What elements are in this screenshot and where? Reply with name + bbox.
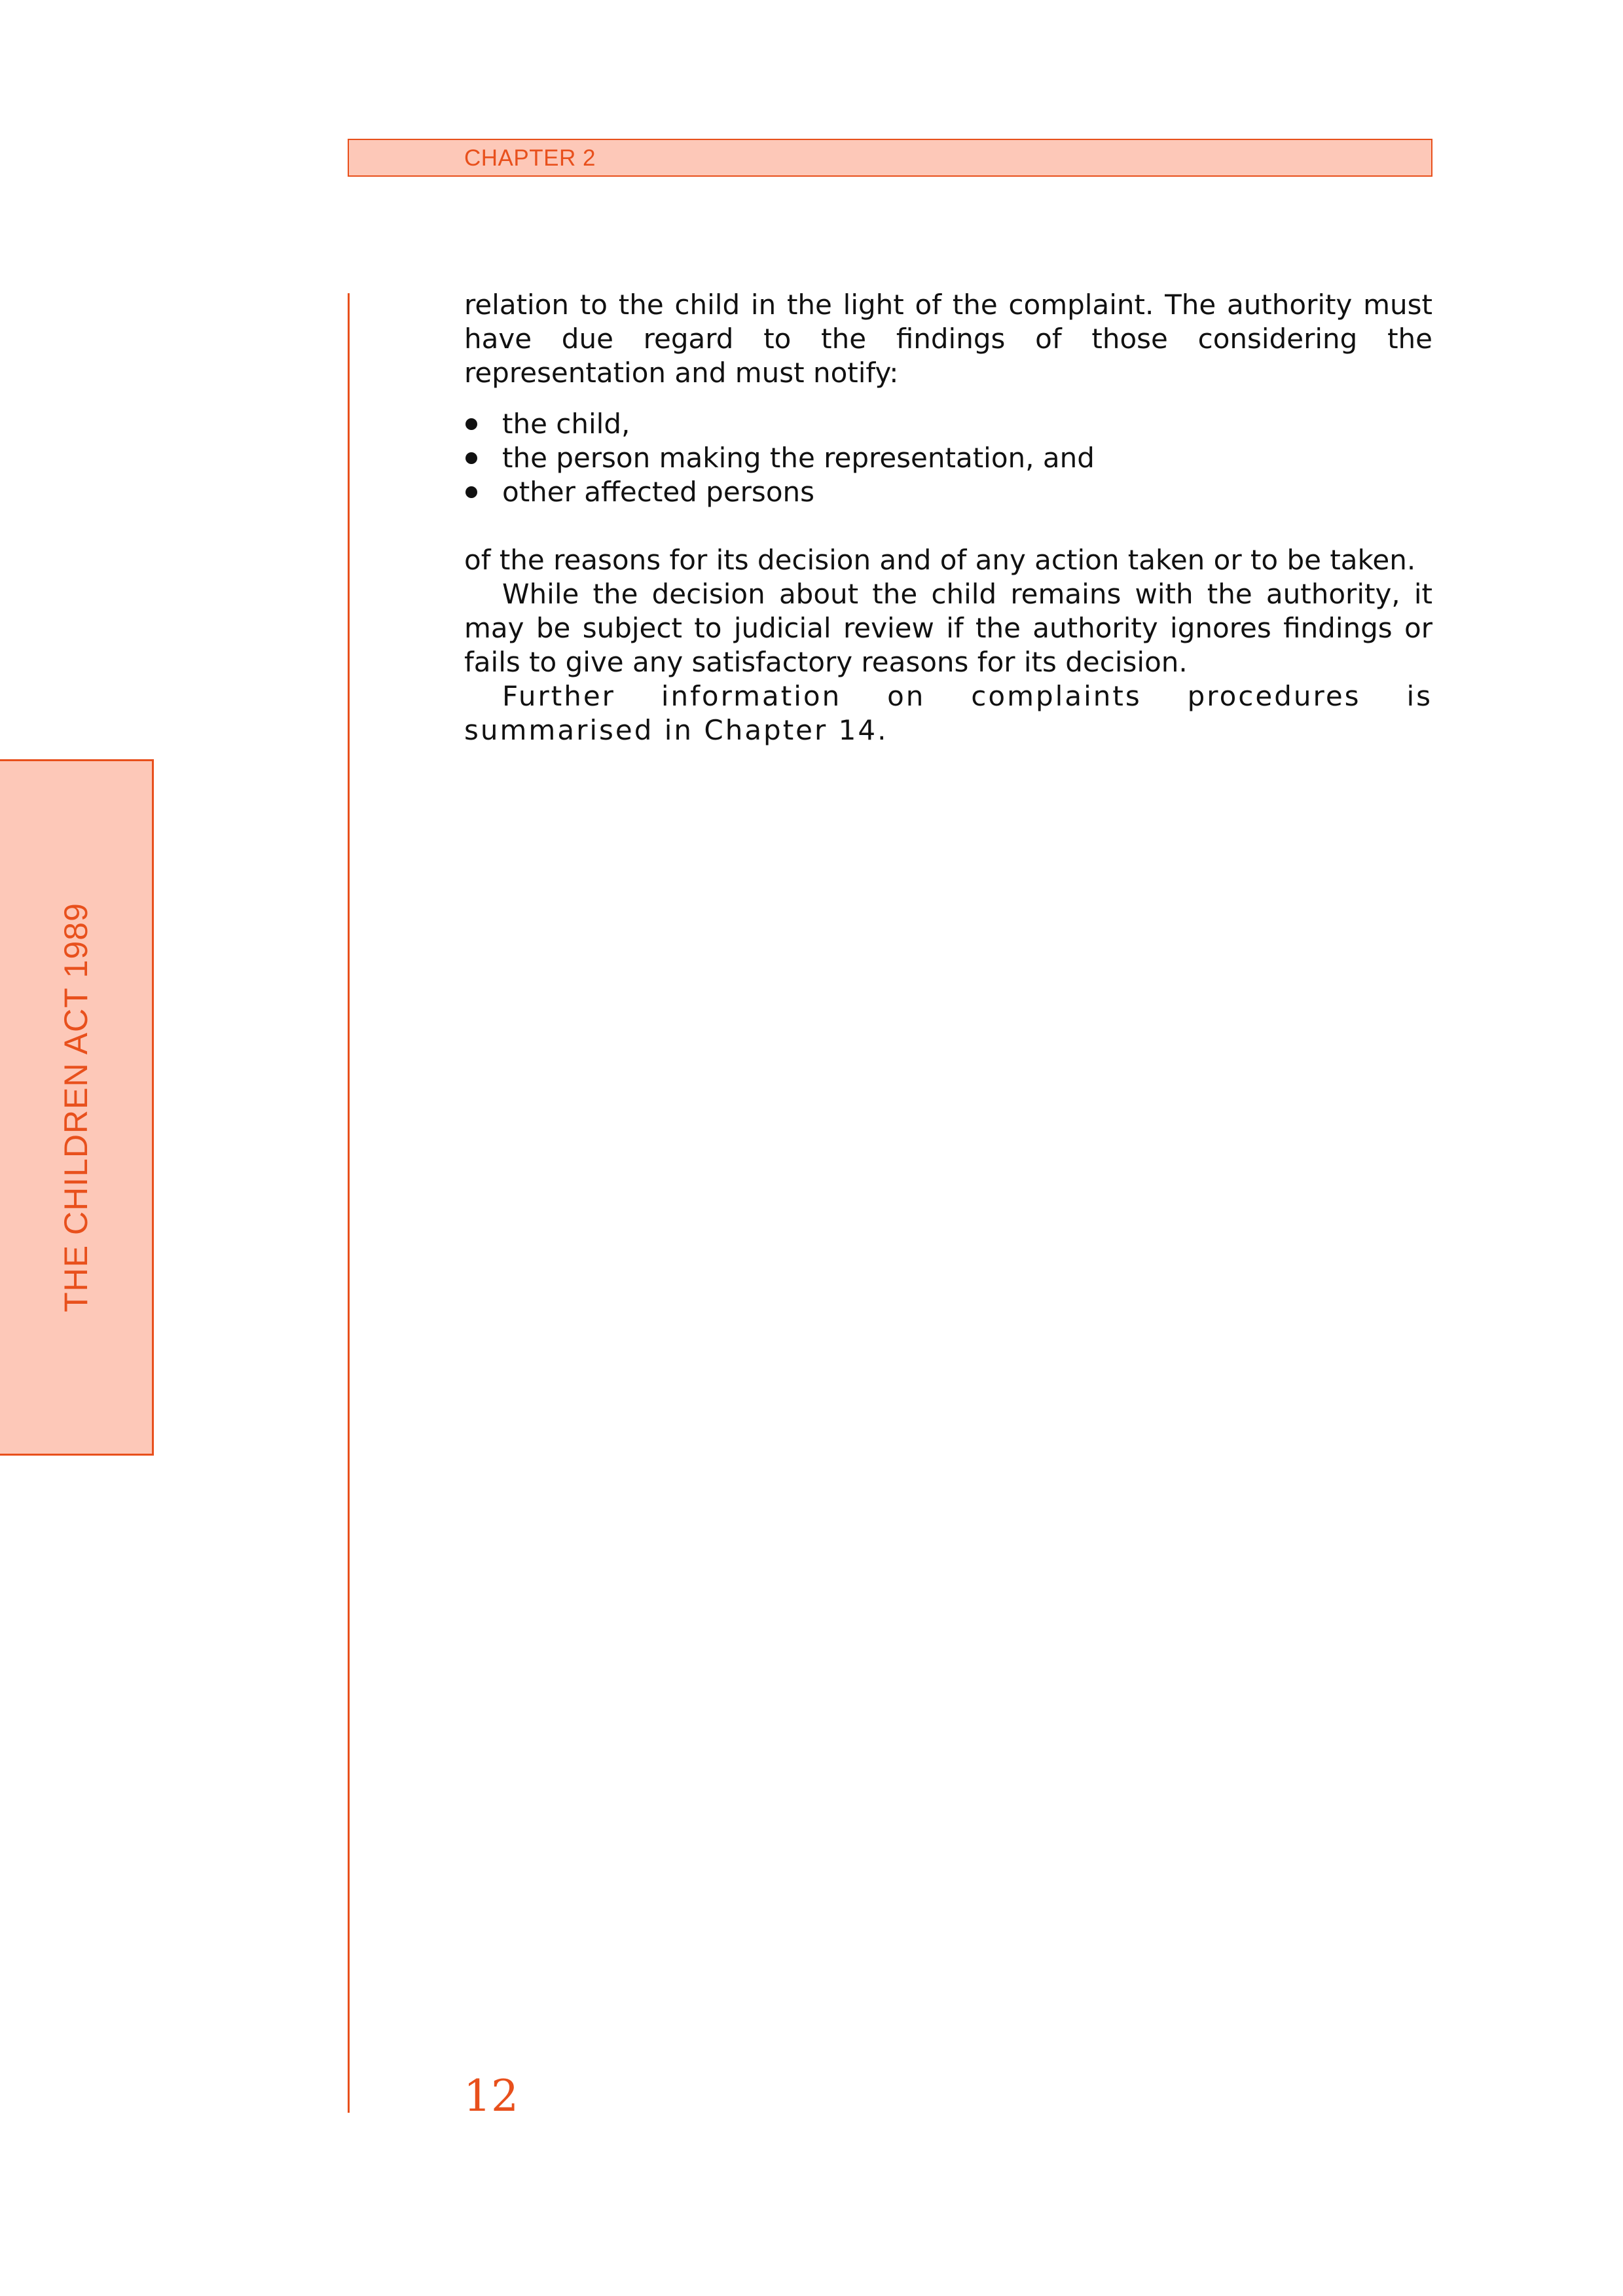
bullet-icon bbox=[465, 418, 477, 430]
chapter-label: CHAPTER 2 bbox=[464, 145, 596, 171]
page-number: 12 bbox=[464, 2071, 519, 2121]
bullet-icon bbox=[465, 486, 477, 498]
body-text bbox=[464, 288, 1432, 747]
margin-rule bbox=[348, 293, 350, 2113]
intro-paragraph: relation to the child in the light of the complaint. The authority must have due regard to the findings of those considering the representation and must notify: bbox=[464, 289, 1432, 389]
list-item-text: the child, bbox=[502, 408, 630, 440]
judicial-review-paragraph: While the decision about the child remains with the authority, it may be subject to judicial review if the authority ignores findings or fails to give any satisfactory reasons for its decision. bbox=[464, 578, 1432, 678]
list-item bbox=[464, 407, 1432, 441]
side-tab bbox=[0, 759, 154, 1456]
reasons-paragraph: of the reasons for its decision and of any action taken or to be taken. bbox=[464, 544, 1416, 576]
notify-list bbox=[464, 407, 1432, 509]
list-item-text: other affected persons bbox=[502, 476, 815, 508]
side-tab-title: THE CHILDREN ACT 1989 bbox=[57, 903, 94, 1312]
list-item bbox=[464, 441, 1432, 475]
further-information-paragraph: Further information on complaints procedures is summarised in Chapter 14. bbox=[464, 680, 1432, 746]
bullet-icon bbox=[465, 452, 477, 464]
chapter-header-bar bbox=[348, 139, 1432, 177]
list-item-text: the person making the representation, and bbox=[502, 442, 1095, 474]
list-item bbox=[464, 475, 1432, 509]
